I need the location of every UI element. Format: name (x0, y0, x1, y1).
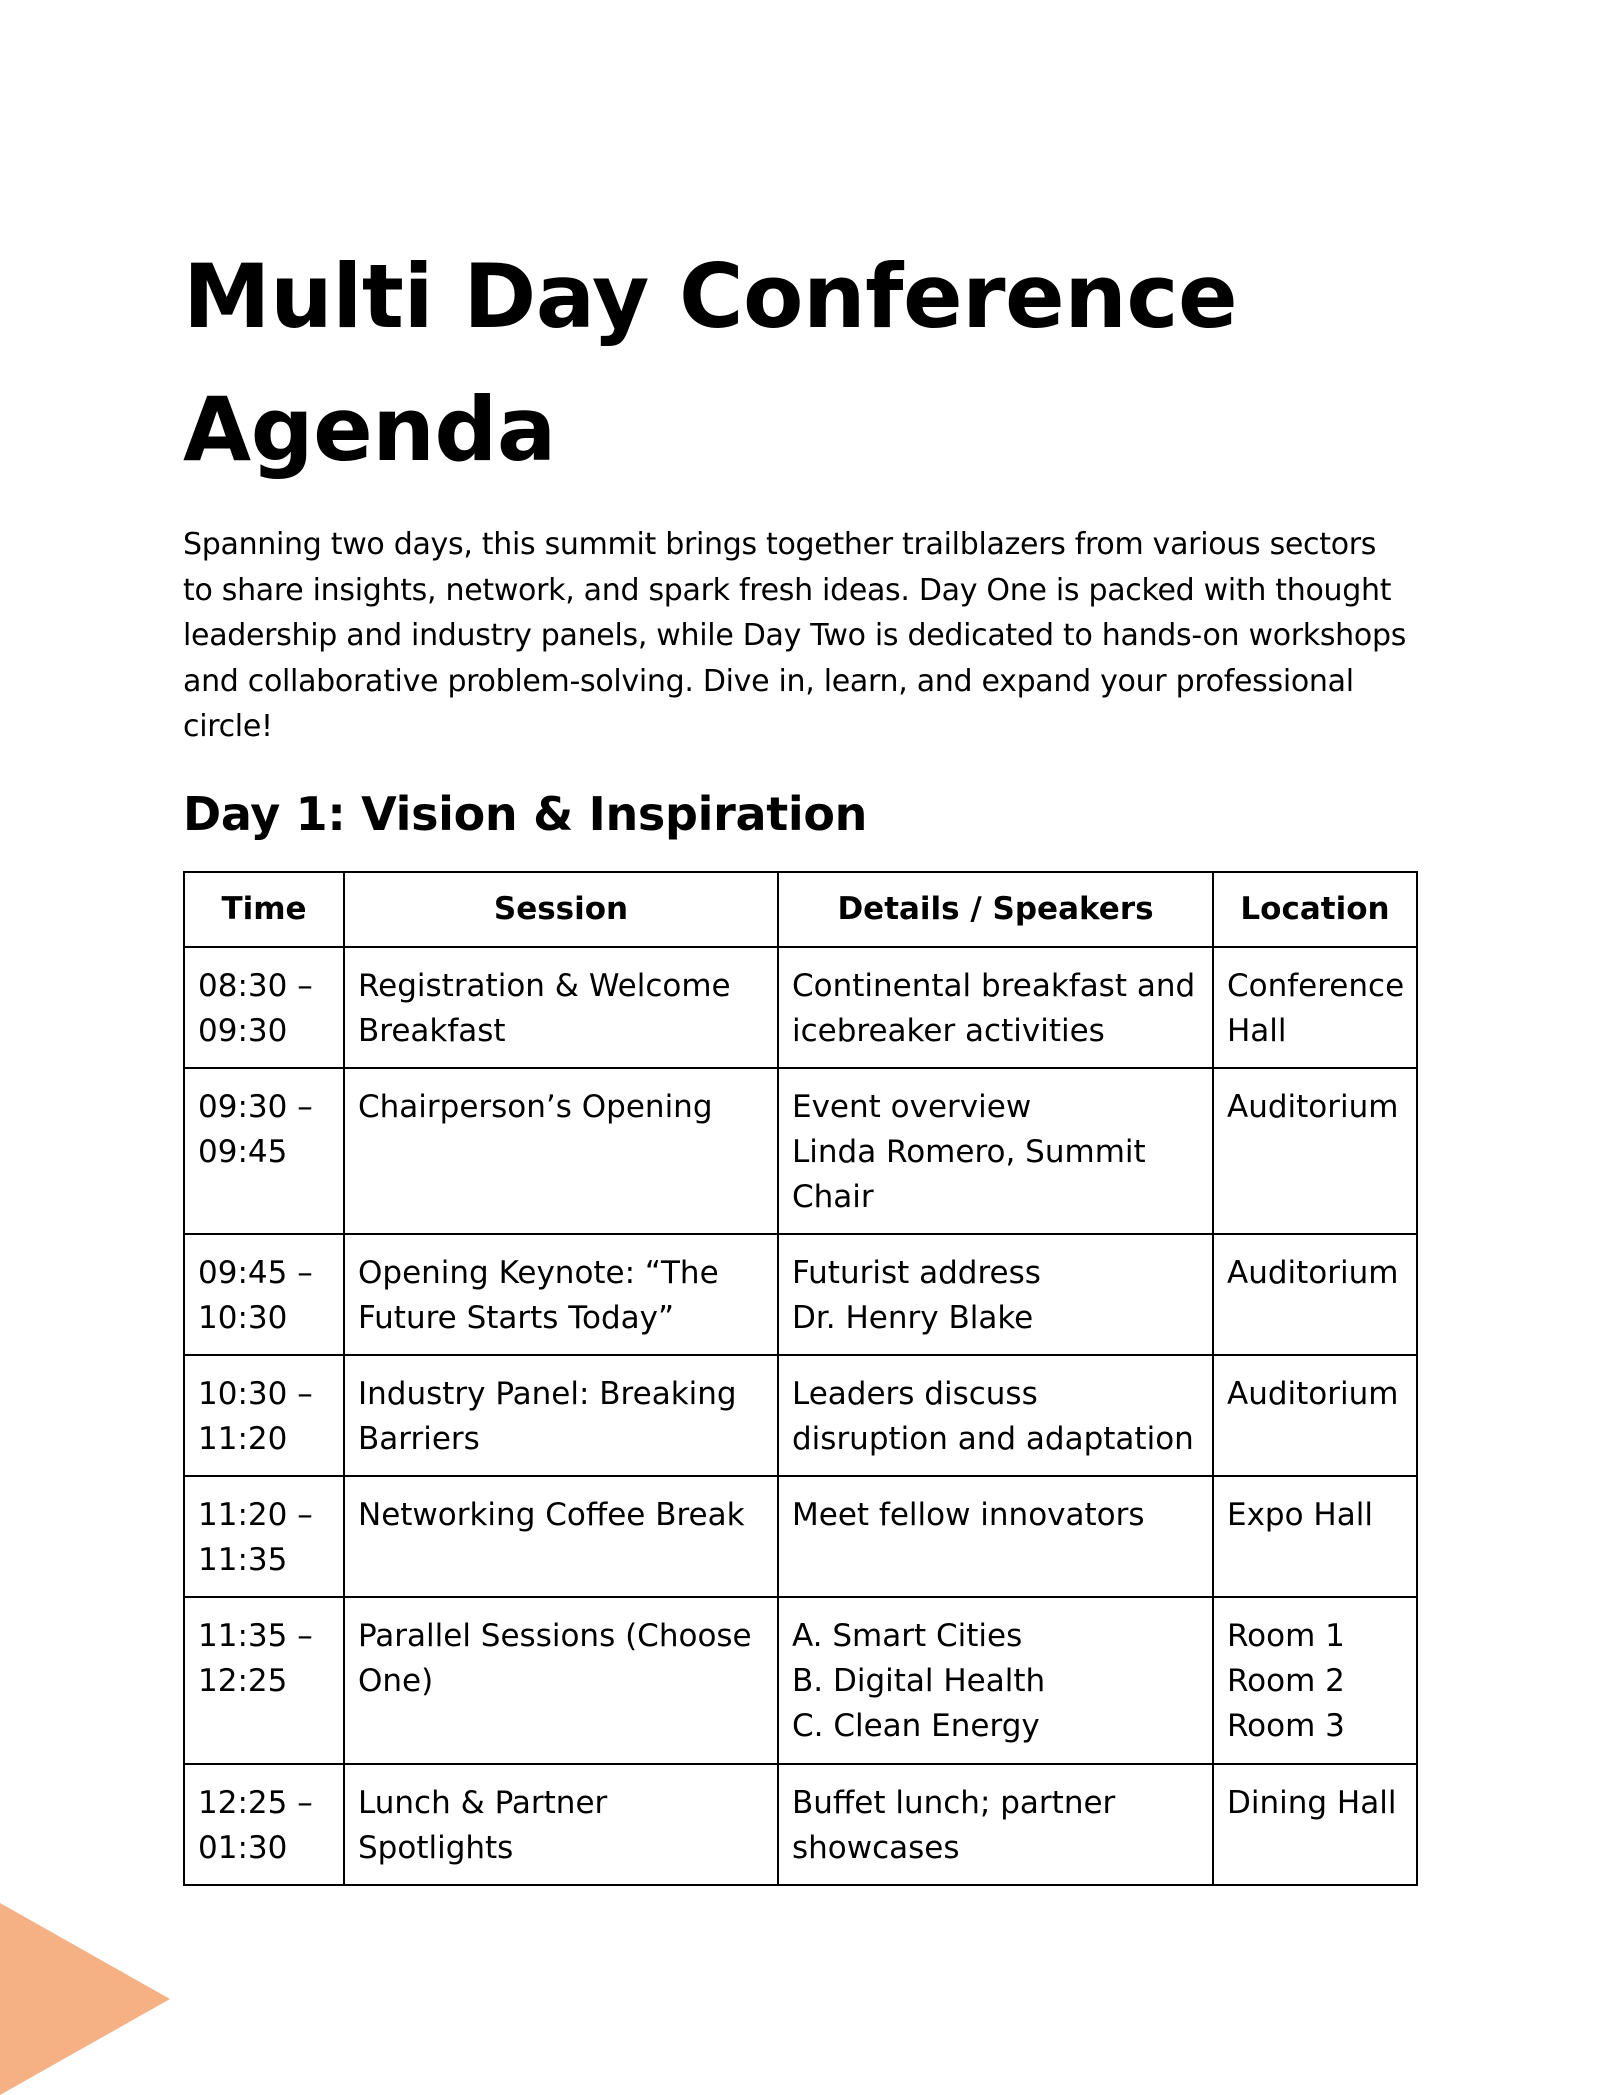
decorative-triangle (0, 1903, 170, 2095)
location-line: Room 1 (1227, 1618, 1345, 1654)
cell-details (778, 1234, 1213, 1355)
details-line: Linda Romero, Summit Chair (792, 1134, 1146, 1215)
cell-details (778, 1597, 1213, 1764)
page-title: Multi Day Conference Agenda (183, 245, 1238, 481)
cell-time: 09:45 – 10:30 (184, 1234, 344, 1355)
cell-time: 11:20 – 11:35 (184, 1476, 344, 1597)
intro-paragraph: Spanning two days, this summit brings together trailblazers from various sectors to share insights, network, and spark fresh ideas. Day One is packed with thought leadership and industry panels, while Day Two is dedicated to hands-on workshops and collaborative problem-solving. Dive in, learn, and expand your professional circle! (183, 527, 1407, 744)
details-line: Leaders discuss disruption and adaptation (792, 1376, 1194, 1457)
table-row (184, 1597, 1417, 1764)
cell-time: 08:30 – 09:30 (184, 947, 344, 1068)
table-header-row (184, 872, 1417, 947)
cell-location (1213, 1476, 1417, 1597)
details-line: Futurist address (792, 1255, 1041, 1291)
cell-location (1213, 1355, 1417, 1476)
cell-location (1213, 1068, 1417, 1234)
cell-session: Registration & Welcome Breakfast (344, 947, 778, 1068)
details-line: Dr. Henry Blake (792, 1300, 1034, 1336)
cell-time: 11:35 – 12:25 (184, 1597, 344, 1764)
details-line: Event overview (792, 1089, 1032, 1125)
cell-time: 10:30 – 11:20 (184, 1355, 344, 1476)
cell-location (1213, 1234, 1417, 1355)
location-line: Room 3 (1227, 1708, 1345, 1744)
column-header-time: Time (184, 872, 344, 947)
location-line: Auditorium (1227, 1089, 1399, 1125)
column-header-session: Session (344, 872, 778, 947)
cell-session: Opening Keynote: “The Future Starts Today” (344, 1234, 778, 1355)
location-line: Conference Hall (1227, 968, 1405, 1049)
cell-details (778, 1355, 1213, 1476)
cell-session: Parallel Sessions (Choose One) (344, 1597, 778, 1764)
cell-details (778, 947, 1213, 1068)
agenda-rows (184, 947, 1417, 1885)
details-line: Buffet lunch; partner showcases (792, 1785, 1116, 1866)
cell-time: 09:30 – 09:45 (184, 1068, 344, 1234)
details-line: B. Digital Health (792, 1663, 1046, 1699)
table-row (184, 947, 1417, 1068)
table-row (184, 1355, 1417, 1476)
details-line: Continental breakfast and icebreaker activities (792, 968, 1196, 1049)
cell-location (1213, 1764, 1417, 1885)
cell-session: Networking Coffee Break (344, 1476, 778, 1597)
details-line: Meet fellow innovators (792, 1497, 1145, 1533)
column-header-location: Location (1213, 872, 1417, 947)
details-line: C. Clean Energy (792, 1708, 1040, 1744)
cell-session: Lunch & Partner Spotlights (344, 1764, 778, 1885)
table-row (184, 1476, 1417, 1597)
cell-location (1213, 1597, 1417, 1764)
location-line: Auditorium (1227, 1255, 1399, 1291)
cell-details (778, 1764, 1213, 1885)
cell-details (778, 1068, 1213, 1234)
table-row (184, 1068, 1417, 1234)
cell-session: Chairperson’s Opening (344, 1068, 778, 1234)
table-row (184, 1234, 1417, 1355)
cell-details (778, 1476, 1213, 1597)
cell-session: Industry Panel: Breaking Barriers (344, 1355, 778, 1476)
cell-time: 12:25 – 01:30 (184, 1764, 344, 1885)
location-line: Auditorium (1227, 1376, 1399, 1412)
cell-location (1213, 947, 1417, 1068)
day1-agenda-table (183, 871, 1418, 1886)
column-header-details: Details / Speakers (778, 872, 1213, 947)
details-line: A. Smart Cities (792, 1618, 1023, 1654)
location-line: Dining Hall (1227, 1785, 1397, 1821)
location-line: Room 2 (1227, 1663, 1345, 1699)
day1-heading: Day 1: Vision & Inspiration (183, 787, 868, 841)
table-row (184, 1764, 1417, 1885)
location-line: Expo Hall (1227, 1497, 1373, 1533)
